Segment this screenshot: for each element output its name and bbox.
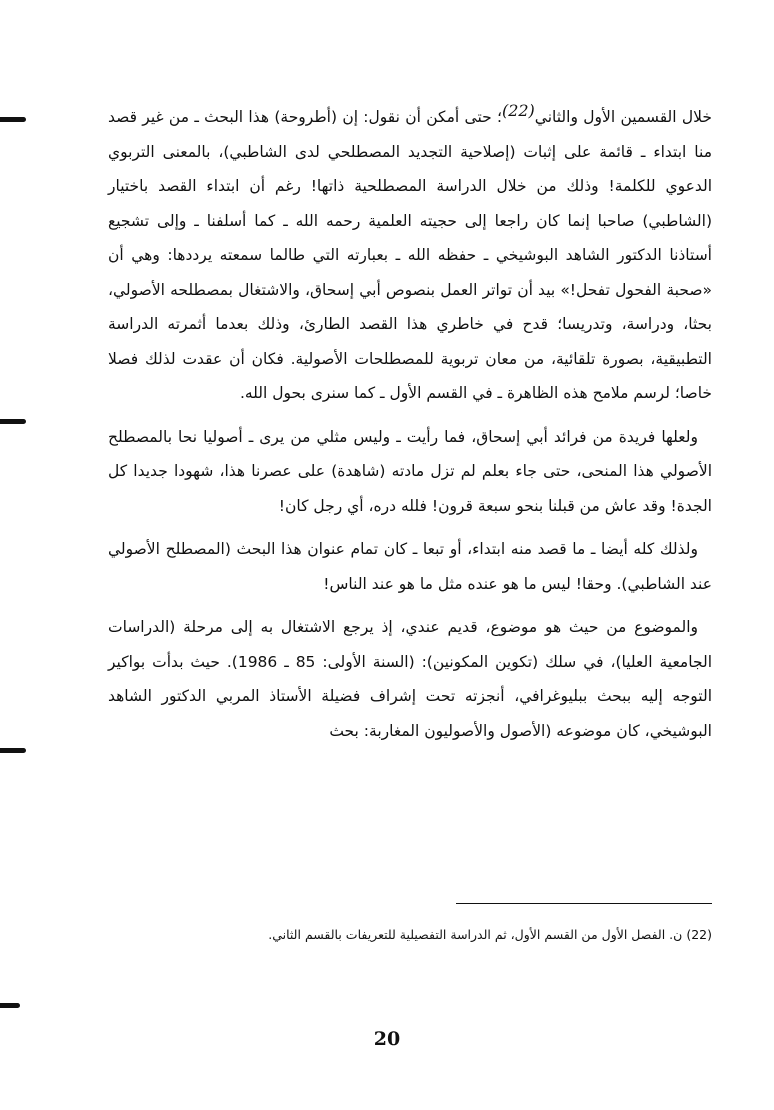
margin-mark: [0, 748, 26, 753]
margin-mark: [0, 419, 26, 424]
paragraph-text-start: خلال القسمين الأول والثاني: [534, 108, 712, 126]
footnote-reference[interactable]: (22): [501, 101, 535, 120]
footnote-separator: [456, 903, 712, 904]
paragraph: ولذلك كله أيضا ـ ما قصد منه ابتداء، أو تبعا ـ كان تمام عنوان هذا البحث (المصطلح الأصولي عند الشاطبي). وحقا! ليس ما هو عنده مثل ما هو عند الناس!: [108, 540, 712, 593]
body-text: [108, 94, 712, 757]
paragraph: والموضوع من حيث هو موضوع، قديم عندي، إذ يرجع الاشتغال به إلى مرحلة (الدراسات الجامعية العليا)، في سلك (تكوين المكونين): (السنة الأولى: 85 ـ 1986). حيث بدأت بواكير التوجه إليه ببحث ببليوغرافي، أنجزته تحت إشراف فضيلة الأستاذ المربي الدكتور الشاهد البوشيخي، كان موضوعه (الأصول والأصوليون المغاربة: بحث: [108, 618, 712, 740]
paragraph: [108, 94, 712, 411]
paragraph-text-rest: ؛ حتى أمكن أن نقول: إن (أطروحة) هذا البحث ـ من غير قصد منا ابتداء ـ قائمة على إثبات (إصلاحية التجديد المصطلحي لدى الشاطبي)، بالمعنى التربوي الدعوي للكلمة! وذلك من خلال الدراسة المصطلحية ذاتها! رغم أن ابتداء القصد باختيار (الشاطبي) صاحبا إنما كان راجعا إلى حجيته العلمية رحمه الله ـ كما أسلفنا ـ وإلى تشجيع أستاذنا الدكتور الشاهد البوشيخي ـ حفظه الله ـ بعبارته التي طالما سمعته يرددها: وهي أن «صحبة الفحول تفحل!» بيد أن تواتر العمل بنصوص أبي إسحاق، والاشتغال بمصطلحه الأصولي، بحثا، ودراسة، وتدريسا؛ قدح في خاطري هذا القصد الطارئ، وذلك بعدما أثمرته الدراسة التطبيقية، بصورة تلقائية، من معان تربوية للمصطلحات الأصولية. فكان أن عقدت لذلك فصلا خاصا؛ لرسم ملامح هذه الظاهرة ـ في القسم الأول ـ كما سنرى بحول الله.: [108, 108, 712, 402]
paragraph: ولعلها فريدة من فرائد أبي إسحاق، فما رأيت ـ وليس مثلي من يرى ـ أصوليا نحا بالمصطلح الأصولي هذا المنحى، حتى جاء بعلم لم تزل مادته (شاهدة) على عصرنا هذا، شهودا جديدا كل الجدة! وقد عاش من قبلنا بنحو سبعة قرون! فلله دره، أي رجل كان!: [108, 427, 712, 515]
margin-mark: [0, 1003, 20, 1008]
page-number: 20: [373, 1028, 401, 1050]
margin-mark: [0, 117, 26, 122]
footnote: (22) ن. الفصل الأول من القسم الأول، ثم الدراسة التفصيلية للتعريفات بالقسم الثاني.: [268, 927, 712, 942]
